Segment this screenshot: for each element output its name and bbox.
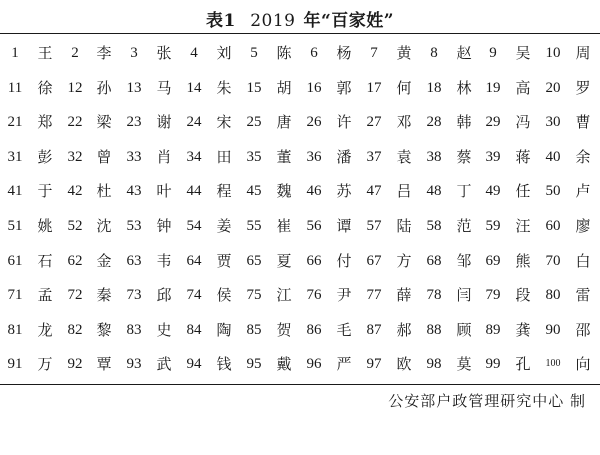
surname: 彭: [37, 147, 53, 166]
surname: 金: [96, 251, 112, 270]
rank-number: 45: [246, 183, 262, 200]
surname: 魏: [276, 182, 292, 201]
surname: 范: [456, 217, 472, 235]
surname: 卢: [575, 182, 591, 201]
surname: 丁: [456, 182, 472, 201]
surname: 蒋: [515, 147, 531, 166]
surname: 钱: [216, 355, 232, 374]
surname: 石: [37, 251, 53, 270]
rank-number: 76: [306, 287, 322, 304]
surname: 严: [336, 355, 352, 374]
surname: 熊: [515, 251, 531, 270]
surname: 黎: [96, 320, 112, 339]
rank-number: 12: [67, 79, 83, 96]
surname: 董: [276, 147, 292, 166]
surname: 贾: [216, 251, 232, 270]
rank-number: 40: [545, 148, 561, 165]
surname: 杜: [96, 182, 112, 201]
rank-number: 93: [126, 356, 142, 373]
rank-number: 100: [545, 358, 561, 370]
surname: 徐: [37, 78, 53, 97]
rank-number: 13: [126, 79, 142, 96]
rank-number: 35: [246, 148, 262, 165]
surname: 潘: [336, 147, 352, 166]
rank-number: 58: [426, 218, 442, 234]
rank-number: 60: [545, 218, 561, 234]
rank-number: 4: [190, 45, 198, 61]
rank-number: 15: [246, 79, 262, 96]
rank-number: 55: [246, 218, 262, 234]
surname: 贺: [276, 320, 292, 339]
rank-number: 50: [545, 183, 561, 200]
table-row: [0, 105, 600, 140]
surname: 韦: [156, 251, 172, 270]
rank-number: 88: [426, 321, 442, 338]
rank-number: 11: [7, 79, 23, 96]
table-row: [0, 174, 600, 209]
surname: 钟: [156, 217, 172, 235]
rank-number: 62: [67, 252, 83, 269]
surname: 邓: [396, 113, 412, 132]
rank-number: 51: [7, 218, 23, 234]
rank-number: 92: [67, 356, 83, 373]
rank-number: 43: [126, 183, 142, 200]
surname: 邹: [456, 251, 472, 270]
surname: 武: [156, 355, 172, 374]
surname: 陈: [276, 44, 292, 62]
rank-number: 94: [186, 356, 202, 373]
rank-number: 96: [306, 356, 322, 373]
rank-number: 82: [67, 321, 83, 338]
rank-number: 9: [489, 45, 497, 61]
surname: 戴: [276, 355, 292, 374]
rank-number: 6: [310, 45, 318, 61]
rank-number: 49: [485, 183, 501, 200]
surname: 李: [96, 44, 112, 62]
rank-number: 98: [426, 356, 442, 373]
rank-number: 66: [306, 252, 322, 269]
rank-number: 59: [485, 218, 501, 234]
rank-number: 20: [545, 79, 561, 96]
rank-number: 53: [126, 218, 142, 234]
surname: 韩: [456, 113, 472, 132]
rank-number: 19: [485, 79, 501, 96]
rank-number: 68: [426, 252, 442, 269]
rank-number: 8: [430, 45, 438, 61]
surname: 雷: [575, 286, 591, 305]
surname: 姜: [216, 217, 232, 235]
rank-number: 71: [7, 287, 23, 304]
surname: 曹: [575, 113, 591, 132]
rank-number: 77: [366, 287, 382, 304]
surname: 罗: [575, 78, 591, 97]
surname: 孟: [37, 286, 53, 305]
surname: 莫: [456, 355, 472, 374]
rank-number: 79: [485, 287, 501, 304]
rank-number: 10: [545, 45, 561, 61]
rank-number: 27: [366, 114, 382, 131]
surname: 唐: [276, 113, 292, 132]
rank-number: 52: [67, 218, 83, 234]
surname: 肖: [156, 147, 172, 166]
table-row: [0, 347, 600, 382]
surname: 孙: [96, 78, 112, 97]
surname: 段: [515, 286, 531, 305]
rank-number: 3: [130, 45, 138, 61]
surname: 王: [37, 44, 53, 62]
surname: 任: [515, 182, 531, 201]
rank-number: 85: [246, 321, 262, 338]
rank-number: 7: [370, 45, 378, 61]
surname: 袁: [396, 147, 412, 166]
rank-number: 33: [126, 148, 142, 165]
surname: 杨: [336, 44, 352, 62]
rank-number: 75: [246, 287, 262, 304]
rank-number: 90: [545, 321, 561, 338]
rank-number: 25: [246, 114, 262, 131]
surname: 崔: [276, 217, 292, 235]
rank-number: 37: [366, 148, 382, 165]
rank-number: 86: [306, 321, 322, 338]
rank-number: 41: [7, 183, 23, 200]
surname: 马: [156, 78, 172, 97]
table-row: [0, 36, 600, 71]
surname: 白: [575, 251, 591, 270]
rank-number: 65: [246, 252, 262, 269]
table-caption: 年“百家姓”: [303, 11, 395, 31]
rank-number: 84: [186, 321, 202, 338]
rank-number: 30: [545, 114, 561, 131]
rank-number: 22: [67, 114, 83, 131]
surname: 郝: [396, 320, 412, 339]
rank-number: 38: [426, 148, 442, 165]
rank-number: 70: [545, 252, 561, 269]
rank-number: 95: [246, 356, 262, 373]
surname: 谢: [156, 113, 172, 132]
surname: 廖: [575, 217, 591, 235]
surname: 毛: [336, 320, 352, 339]
rank-number: 72: [67, 287, 83, 304]
surname: 闫: [456, 286, 472, 305]
surname: 尹: [336, 286, 352, 305]
surname: 邵: [575, 320, 591, 339]
rank-number: 73: [126, 287, 142, 304]
surname: 林: [456, 78, 472, 97]
rank-number: 5: [250, 45, 258, 61]
surname: 宋: [216, 113, 232, 132]
surname: 冯: [515, 113, 531, 132]
surname: 何: [396, 78, 412, 97]
rank-number: 83: [126, 321, 142, 338]
surname: 邱: [156, 286, 172, 305]
rank-number: 54: [186, 218, 202, 234]
rank-number: 24: [186, 114, 202, 131]
rank-number: 74: [186, 287, 202, 304]
surname: 程: [216, 182, 232, 201]
rank-number: 56: [306, 218, 322, 234]
bottom-rule: [0, 384, 600, 385]
table-row: [0, 71, 600, 106]
surname: 龚: [515, 320, 531, 339]
rank-number: 28: [426, 114, 442, 131]
source-credit: 公安部户政管理研究中心 制: [388, 392, 586, 410]
surname: 于: [37, 182, 53, 201]
surname: 曾: [96, 147, 112, 166]
surname: 田: [216, 147, 232, 166]
rank-number: 78: [426, 287, 442, 304]
rank-number: 31: [7, 148, 23, 165]
rank-number: 67: [366, 252, 382, 269]
surname: 赵: [456, 44, 472, 62]
surname: 方: [396, 251, 412, 270]
rank-number: 99: [485, 356, 501, 373]
rank-number: 63: [126, 252, 142, 269]
surname: 向: [575, 355, 591, 374]
table-number: 表1: [205, 11, 236, 31]
surname: 张: [156, 44, 172, 62]
surname: 侯: [216, 286, 232, 305]
surname: 朱: [216, 78, 232, 97]
top-rule: [0, 33, 600, 34]
rank-number: 47: [366, 183, 382, 200]
rank-number: 57: [366, 218, 382, 234]
surname: 覃: [96, 355, 112, 374]
surname: 黄: [396, 44, 412, 62]
surname: 江: [276, 286, 292, 305]
surname: 汪: [515, 217, 531, 235]
rank-number: 29: [485, 114, 501, 131]
table-row: [0, 278, 600, 313]
rank-number: 48: [426, 183, 442, 200]
surname: 史: [156, 320, 172, 339]
rank-number: 80: [545, 287, 561, 304]
rank-number: 39: [485, 148, 501, 165]
table-title: [0, 6, 600, 31]
rank-number: 46: [306, 183, 322, 200]
table-row: [0, 140, 600, 175]
surname: 郑: [37, 113, 53, 132]
surname: 梁: [96, 113, 112, 132]
surname: 高: [515, 78, 531, 97]
surname: 秦: [96, 286, 112, 305]
rank-number: 21: [7, 114, 23, 131]
surname: 吴: [515, 44, 531, 62]
rank-number: 2: [71, 45, 79, 61]
rank-number: 16: [306, 79, 322, 96]
table-year: 2019: [250, 11, 296, 31]
surname: 郭: [336, 78, 352, 97]
surname: 付: [336, 251, 352, 270]
rank-number: 23: [126, 114, 142, 131]
table-row: [0, 313, 600, 348]
rank-number: 44: [186, 183, 202, 200]
surname: 顾: [456, 320, 472, 339]
rank-number: 36: [306, 148, 322, 165]
surname: 周: [575, 44, 591, 62]
rank-number: 26: [306, 114, 322, 131]
rank-number: 17: [366, 79, 382, 96]
surname: 胡: [276, 78, 292, 97]
rank-number: 32: [67, 148, 83, 165]
surname: 陶: [216, 320, 232, 339]
surname: 薛: [396, 286, 412, 305]
rank-number: 18: [426, 79, 442, 96]
table-row: [0, 244, 600, 279]
surname: 夏: [276, 251, 292, 270]
surname: 龙: [37, 320, 53, 339]
surname: 蔡: [456, 147, 472, 166]
rank-number: 81: [7, 321, 23, 338]
rank-number: 87: [366, 321, 382, 338]
rank-number: 64: [186, 252, 202, 269]
surname: 欧: [396, 355, 412, 374]
rank-number: 97: [366, 356, 382, 373]
table-row: [0, 209, 600, 244]
rank-number: 69: [485, 252, 501, 269]
surname: 吕: [396, 182, 412, 201]
rank-number: 61: [7, 252, 23, 269]
rank-number: 89: [485, 321, 501, 338]
surname-table: [0, 36, 600, 382]
surname: 孔: [515, 355, 531, 374]
surname: 叶: [156, 182, 172, 201]
surname: 万: [37, 355, 53, 374]
surname: 谭: [336, 217, 352, 235]
rank-number: 42: [67, 183, 83, 200]
rank-number: 34: [186, 148, 202, 165]
surname: 余: [575, 147, 591, 166]
surname: 陆: [396, 217, 412, 235]
rank-number: 14: [186, 79, 202, 96]
surname: 姚: [37, 217, 53, 235]
surname: 苏: [336, 182, 352, 201]
surname: 许: [336, 113, 352, 132]
surname: 沈: [96, 217, 112, 235]
rank-number: 91: [7, 356, 23, 373]
rank-number: 1: [11, 45, 19, 61]
surname: 刘: [216, 44, 232, 62]
